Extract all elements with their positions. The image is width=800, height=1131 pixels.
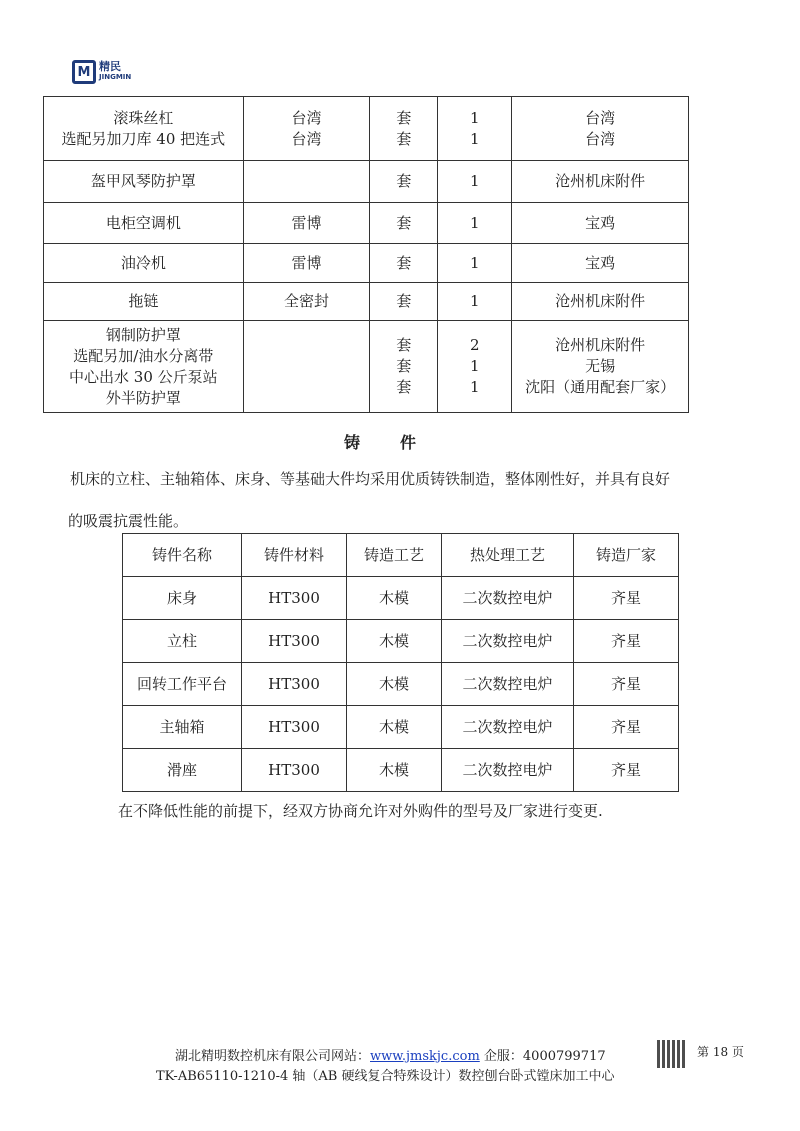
cell-line: 套 — [396, 172, 412, 190]
cell: 齐星 — [574, 749, 679, 792]
cell-line: 1 — [470, 378, 480, 396]
cell-line: 宝鸡 — [585, 213, 616, 232]
footer-line-1 — [175, 1045, 606, 1064]
cell-line: 沧州机床附件 — [555, 172, 646, 190]
cell: 木模 — [347, 620, 442, 663]
cell-name — [44, 97, 244, 161]
cell-line: 雷博 — [291, 253, 322, 272]
cell-brand — [243, 97, 370, 161]
cell-origin — [512, 203, 689, 244]
cell: 铸件材料 — [242, 534, 347, 577]
cell-qty — [438, 97, 512, 161]
cell-line: 台湾 — [585, 129, 616, 148]
cell-line: 外半防护罩 — [105, 388, 181, 407]
cell-qty — [438, 321, 512, 413]
cell-line: 1 — [470, 172, 480, 190]
cell: 二次数控电炉 — [442, 663, 574, 706]
casting-paragraph-2: 的吸震抗震性能。 — [68, 512, 189, 530]
cell: HT300 — [242, 663, 347, 706]
footer-url-link[interactable]: www.jmskjc.com — [370, 1049, 480, 1064]
cell-line: 宝鸡 — [585, 253, 616, 272]
cell-line: 拖链 — [128, 292, 159, 310]
page-number: 第 18 页 — [697, 1045, 744, 1059]
cell-line: 无锡 — [585, 357, 616, 375]
cell-line: 油冷机 — [120, 253, 166, 272]
cell: 木模 — [347, 663, 442, 706]
cell-unit — [370, 203, 438, 244]
cell-line: 套 — [396, 129, 412, 148]
cell-line: 套 — [396, 253, 412, 272]
cell-line: 钢制防护罩 — [105, 325, 181, 344]
cell-unit — [370, 283, 438, 321]
table-row — [123, 749, 679, 792]
cell-brand — [243, 283, 370, 321]
cell-origin — [512, 244, 689, 283]
cell-line: 1 — [470, 213, 480, 232]
table-row — [44, 161, 689, 203]
table-row — [44, 97, 689, 161]
cell-line: 选配另加刀库 40 把连式 — [61, 129, 226, 148]
cell-origin — [512, 161, 689, 203]
table-row — [123, 577, 679, 620]
logo-cn: 精民 — [99, 60, 121, 73]
cell-qty — [438, 244, 512, 283]
cell-line: 套 — [396, 292, 412, 310]
cell-line: 沧州机床附件 — [555, 292, 646, 310]
cell-line: 1 — [470, 253, 480, 272]
cell: 床身 — [123, 577, 242, 620]
logo-en: JINGMIN — [99, 73, 132, 81]
company-logo — [72, 60, 131, 84]
cell-qty — [438, 283, 512, 321]
cell: 立柱 — [123, 620, 242, 663]
parts-table — [43, 96, 689, 413]
cell: 二次数控电炉 — [442, 706, 574, 749]
cell-line: 台湾 — [585, 108, 616, 127]
cell-unit — [370, 97, 438, 161]
cell: 齐星 — [574, 577, 679, 620]
cell-line: 沧州机床附件 — [555, 336, 646, 354]
cell: 回转工作平台 — [123, 663, 242, 706]
table-row — [44, 244, 689, 283]
cell-line: 套 — [396, 378, 412, 396]
cell-name — [44, 203, 244, 244]
cell: 木模 — [347, 706, 442, 749]
table-row — [44, 321, 689, 413]
casting-paragraph-1: 机床的立柱、主轴箱体、床身、等基础大件均采用优质铸铁制造，整体刚性好，并具有良好 — [70, 470, 671, 488]
footer-company: 湖北精明数控机床有限公司网站： — [175, 1049, 371, 1064]
cell-line: 台湾 — [291, 129, 322, 148]
cell: 二次数控电炉 — [442, 577, 574, 620]
cell: 二次数控电炉 — [442, 620, 574, 663]
cell-unit — [370, 161, 438, 203]
cell-line: 1 — [470, 108, 480, 127]
cell: HT300 — [242, 706, 347, 749]
cell: 木模 — [347, 577, 442, 620]
cell-brand — [243, 321, 370, 413]
cell-line: 滚珠丝杠 — [113, 108, 174, 127]
cell-line: 沈阳（通用配套厂家） — [525, 378, 676, 396]
header-row — [123, 534, 679, 577]
cell: 二次数控电炉 — [442, 749, 574, 792]
table-row — [123, 620, 679, 663]
cell-name — [44, 244, 244, 283]
table-row — [44, 283, 689, 321]
table-row — [44, 203, 689, 244]
cell-name — [44, 321, 244, 413]
cell-brand — [243, 161, 370, 203]
cell-line: 套 — [396, 213, 412, 232]
cell-line: 套 — [396, 357, 412, 375]
cell-line: 套 — [396, 336, 412, 354]
cell: 主轴箱 — [123, 706, 242, 749]
cell-line: 1 — [470, 129, 480, 148]
cell: HT300 — [242, 749, 347, 792]
cell-qty — [438, 203, 512, 244]
cell: 滑座 — [123, 749, 242, 792]
casting-heading: 铸件 — [343, 433, 456, 452]
cell-line: 盔甲风琴防护罩 — [90, 172, 196, 190]
cell: 齐星 — [574, 620, 679, 663]
cell: HT300 — [242, 620, 347, 663]
cell-line: 全密封 — [284, 292, 330, 310]
cell: 热处理工艺 — [442, 534, 574, 577]
cell-name — [44, 161, 244, 203]
cell-qty — [438, 161, 512, 203]
cell-line: 中心出水 30 公斤泵站 — [69, 367, 218, 386]
cell-unit — [370, 244, 438, 283]
cell-origin — [512, 283, 689, 321]
cell-origin — [512, 97, 689, 161]
cell-brand — [243, 203, 370, 244]
cell-brand — [243, 244, 370, 283]
cell-line: 台湾 — [291, 108, 322, 127]
cell-line: 雷博 — [291, 213, 322, 232]
cell-line: 电柜空调机 — [105, 213, 181, 232]
cell-origin — [512, 321, 689, 413]
cell-line: 选配另加/油水分离带 — [73, 346, 214, 365]
cell: 齐星 — [574, 663, 679, 706]
cell: HT300 — [242, 577, 347, 620]
logo-icon: M — [72, 60, 96, 84]
qr-code-icon — [657, 1040, 685, 1068]
casting-table — [122, 533, 679, 792]
cell: 铸件名称 — [123, 534, 242, 577]
cell-line: 套 — [396, 108, 412, 127]
table-row — [123, 663, 679, 706]
cell: 齐星 — [574, 706, 679, 749]
table-row — [123, 706, 679, 749]
footer-doc-title: TK-AB65110-1210-4 轴（AB 硬线复合特殊设计）数控刨台卧式镗床加工中心 — [156, 1069, 615, 1084]
cell: 木模 — [347, 749, 442, 792]
casting-note: 在不降低性能的前提下，经双方协商允许对外购件的型号及厂家进行变更. — [118, 802, 603, 820]
footer-service: 企服：4000799717 — [479, 1049, 606, 1064]
cell-line: 2 — [470, 336, 480, 354]
cell-line: 1 — [470, 292, 480, 310]
cell: 铸造工艺 — [347, 534, 442, 577]
cell-line: 1 — [470, 357, 480, 375]
cell: 铸造厂家 — [574, 534, 679, 577]
cell-unit — [370, 321, 438, 413]
cell-name — [44, 283, 244, 321]
